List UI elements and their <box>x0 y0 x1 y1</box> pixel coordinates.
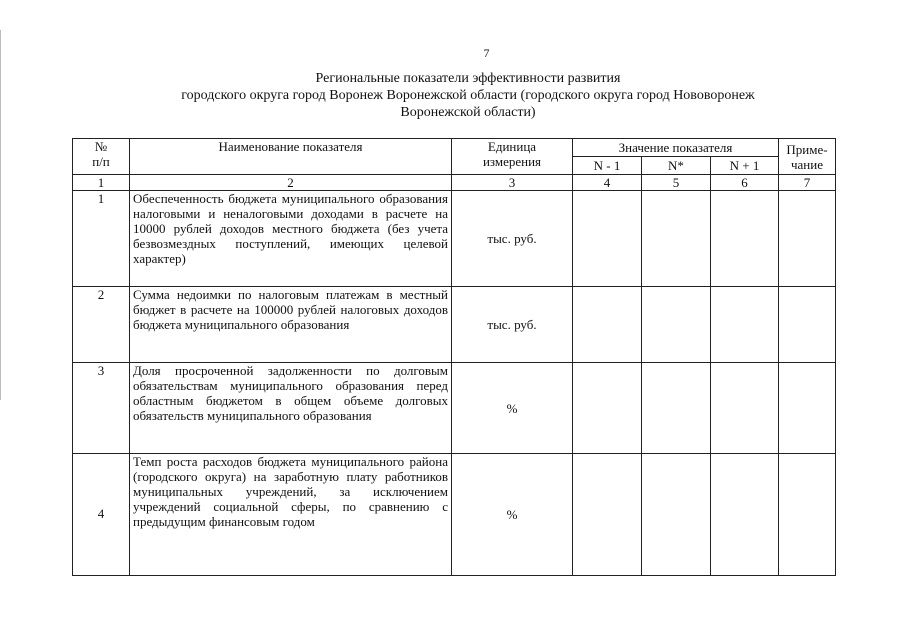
header-num-line1: № <box>94 139 108 154</box>
column-number: 3 <box>452 175 573 191</box>
unit-cell: % <box>452 454 573 576</box>
header-note-line1: Приме- <box>786 141 828 157</box>
unit-cell: тыс. руб. <box>452 287 573 363</box>
header-value-group: Значение показателя <box>573 139 779 157</box>
header-num <box>73 139 130 175</box>
column-number: 1 <box>73 175 130 191</box>
title-line-1: Региональные показатели эффективности развития <box>315 71 621 86</box>
indicator-name: Сумма недоимки по налоговым платежам в местный бюджет в расчете на 100000 рублей налоговых доходов бюджета муниципального образования <box>130 287 452 363</box>
value-n-plus-1 <box>711 454 779 576</box>
table-row <box>73 454 836 576</box>
value-n-minus-1 <box>573 287 642 363</box>
header-name: Наименование показателя <box>130 139 452 175</box>
header-unit-line2: измерения <box>482 154 542 169</box>
column-number: 4 <box>573 175 642 191</box>
indicator-name: Темп роста расходов бюджета муниципального района (городского округа) на заработную плату работников муниципальных учреждений, за исключением учреждений социальной сферы, по сравнению с предыдущим финансовым годом <box>130 454 452 576</box>
value-n-star <box>642 287 711 363</box>
header-row <box>73 139 836 157</box>
row-number: 2 <box>73 287 130 363</box>
value-n-star <box>642 363 711 454</box>
header-note <box>779 139 836 175</box>
value-n-minus-1 <box>573 191 642 287</box>
title-line-2: городского округа город Воронеж Воронежской области (городского округа город Нововоронеж <box>181 88 755 103</box>
table-row <box>73 191 836 287</box>
column-number: 2 <box>130 175 452 191</box>
value-n-plus-1 <box>711 191 779 287</box>
column-number-row <box>73 175 836 191</box>
row-number: 1 <box>73 191 130 287</box>
note-cell <box>779 287 836 363</box>
value-n-star <box>642 191 711 287</box>
table-row <box>73 363 836 454</box>
row-number: 3 <box>73 363 130 454</box>
indicators-table <box>72 138 836 576</box>
note-cell <box>779 363 836 454</box>
title-line-3: Воронежской области) <box>400 105 536 120</box>
table-row <box>73 287 836 363</box>
page-number: 7 <box>483 46 490 60</box>
note-cell <box>779 191 836 287</box>
value-n-minus-1 <box>573 363 642 454</box>
column-number: 5 <box>642 175 711 191</box>
indicator-name: Доля просроченной задолженности по долговым обязательствам муниципального образования перед областным бюджетом в общем объеме долговых обязательств муниципального образования <box>130 363 452 454</box>
header-note-line2: чание <box>791 156 823 172</box>
column-number: 7 <box>779 175 836 191</box>
header-num-line2: п/п <box>92 154 110 169</box>
column-number: 6 <box>711 175 779 191</box>
value-n-plus-1 <box>711 363 779 454</box>
header-n-plus-1: N + 1 <box>711 157 779 175</box>
header-n-minus-1: N - 1 <box>573 157 642 175</box>
indicator-name: Обеспеченность бюджета муниципального образования налоговыми и неналоговыми доходами в расчете на 10000 рублей доходов местного бюджета (без учета безвозмездных поступлений, имеющих целевой характер) <box>130 191 452 287</box>
document-title <box>0 70 903 121</box>
note-cell <box>779 454 836 576</box>
value-n-plus-1 <box>711 287 779 363</box>
header-n-star: N* <box>642 157 711 175</box>
row-number: 4 <box>73 454 130 576</box>
header-unit <box>452 139 573 175</box>
header-unit-line1: Единица <box>487 139 537 154</box>
unit-cell: тыс. руб. <box>452 191 573 287</box>
value-n-star <box>642 454 711 576</box>
value-n-minus-1 <box>573 454 642 576</box>
unit-cell: % <box>452 363 573 454</box>
